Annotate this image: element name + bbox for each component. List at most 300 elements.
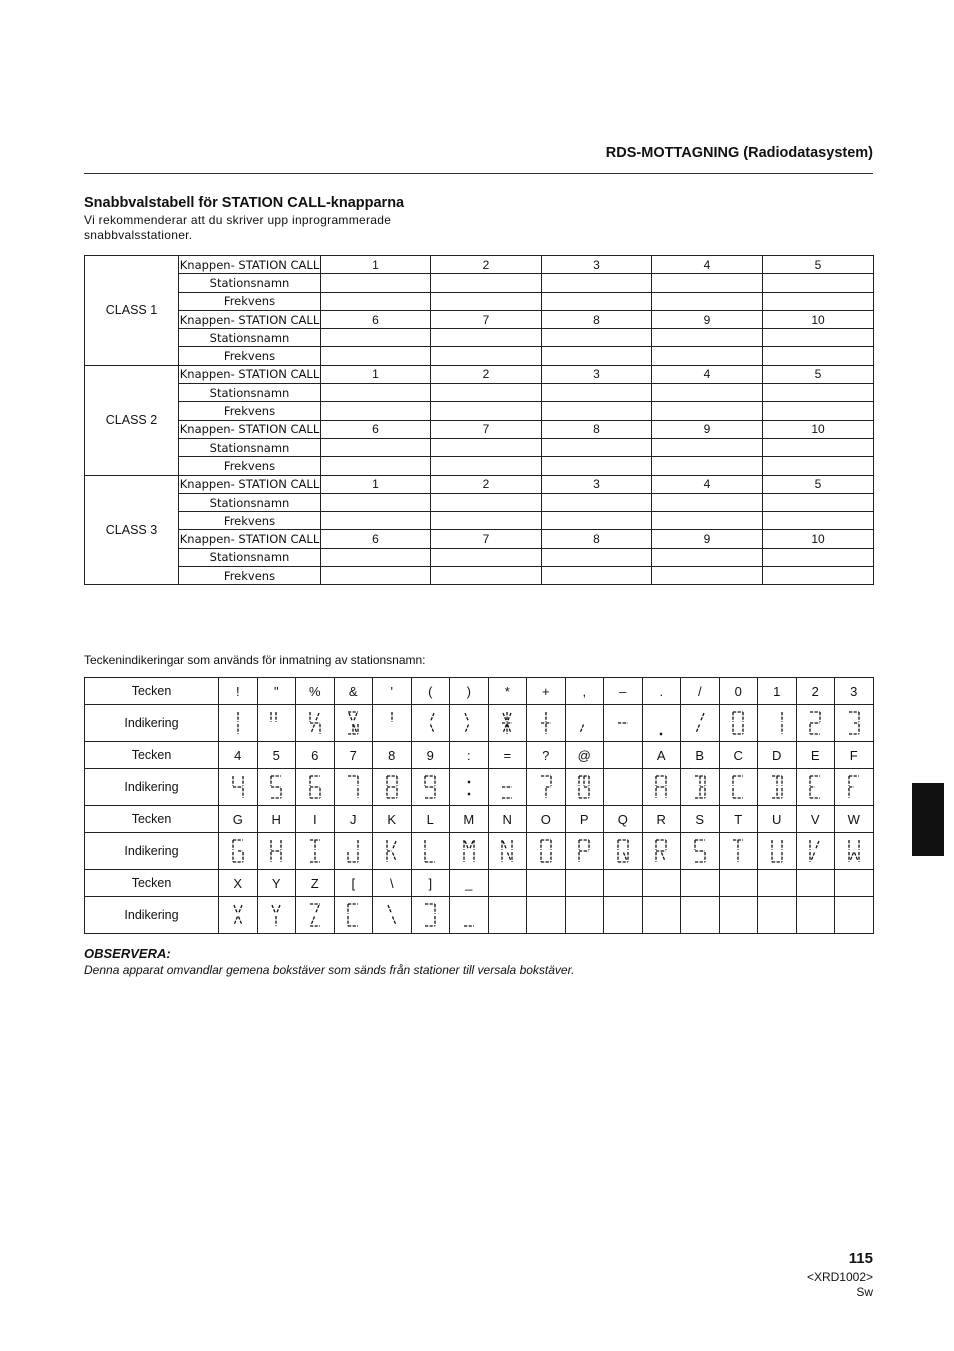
char-cell: Z bbox=[296, 870, 335, 897]
station-name-cell bbox=[763, 548, 874, 566]
char-cell: 1 bbox=[758, 678, 797, 705]
char-cell: [ bbox=[334, 870, 373, 897]
frequency-cell bbox=[321, 457, 431, 475]
frequency-cell bbox=[431, 292, 542, 310]
display-row-header: Indikering bbox=[85, 705, 219, 742]
char-cell: @ bbox=[565, 742, 604, 769]
display-cell bbox=[719, 833, 758, 870]
segment-glyph bbox=[844, 773, 864, 801]
frequency-cell bbox=[763, 292, 874, 310]
display-cell bbox=[411, 705, 450, 742]
display-cell bbox=[373, 833, 412, 870]
char-cell: – bbox=[604, 678, 643, 705]
segment-glyph bbox=[382, 709, 402, 737]
display-cell bbox=[219, 705, 258, 742]
display-cell bbox=[681, 833, 720, 870]
button-number: 4 bbox=[652, 256, 763, 274]
button-number: 5 bbox=[763, 256, 874, 274]
station-name-cell bbox=[763, 384, 874, 402]
display-cell bbox=[296, 769, 335, 806]
display-row bbox=[85, 833, 874, 870]
char-row bbox=[85, 742, 874, 769]
preset-row bbox=[85, 438, 874, 456]
char-cell: ' bbox=[373, 678, 412, 705]
station-name-cell bbox=[763, 274, 874, 292]
frequency-cell bbox=[542, 512, 652, 530]
segment-glyph bbox=[805, 773, 825, 801]
char-cell: E bbox=[796, 742, 835, 769]
segment-glyph bbox=[805, 837, 825, 865]
display-row-header: Indikering bbox=[85, 897, 219, 934]
document-code: <XRD1002> bbox=[806, 1270, 873, 1284]
button-number: 10 bbox=[763, 420, 874, 438]
char-cell: D bbox=[758, 742, 797, 769]
display-cell bbox=[604, 833, 643, 870]
station-name-cell bbox=[652, 274, 763, 292]
char-cell: : bbox=[450, 742, 489, 769]
char-cell: T bbox=[719, 806, 758, 833]
segment-glyph bbox=[382, 773, 402, 801]
char-cell: 9 bbox=[411, 742, 450, 769]
language-code: Sw bbox=[856, 1285, 873, 1299]
segment-glyph bbox=[305, 901, 325, 929]
station-name-cell bbox=[321, 329, 431, 347]
preset-row bbox=[85, 548, 874, 566]
frequency-cell bbox=[542, 567, 652, 585]
char-cell: & bbox=[334, 678, 373, 705]
station-name-cell bbox=[321, 493, 431, 511]
display-cell bbox=[450, 897, 489, 934]
preset-row bbox=[85, 402, 874, 420]
segment-glyph bbox=[844, 709, 864, 737]
frequency-cell bbox=[431, 402, 542, 420]
button-number: 8 bbox=[542, 530, 652, 548]
segment-glyph bbox=[497, 837, 517, 865]
display-cell bbox=[681, 897, 720, 934]
row-label-freq: Frekvens bbox=[179, 402, 321, 420]
display-cell bbox=[334, 833, 373, 870]
station-name-cell bbox=[542, 384, 652, 402]
button-number: 9 bbox=[652, 310, 763, 328]
display-row bbox=[85, 897, 874, 934]
button-number: 2 bbox=[431, 365, 542, 383]
display-cell bbox=[835, 833, 874, 870]
segment-glyph bbox=[728, 709, 748, 737]
char-cell: W bbox=[835, 806, 874, 833]
char-cell: ) bbox=[450, 678, 489, 705]
button-number: 4 bbox=[652, 475, 763, 493]
char-row bbox=[85, 678, 874, 705]
segment-glyph bbox=[459, 773, 479, 801]
display-cell bbox=[835, 769, 874, 806]
segment-glyph bbox=[690, 773, 710, 801]
segment-glyph bbox=[266, 901, 286, 929]
segment-glyph bbox=[728, 773, 748, 801]
display-row bbox=[85, 705, 874, 742]
display-cell bbox=[450, 705, 489, 742]
segment-glyph bbox=[420, 901, 440, 929]
row-label-button: Knappen- STATION CALL bbox=[179, 310, 321, 328]
button-number: 6 bbox=[321, 530, 431, 548]
frequency-cell bbox=[431, 512, 542, 530]
char-cell: L bbox=[411, 806, 450, 833]
row-label-button: Knappen- STATION CALL bbox=[179, 530, 321, 548]
char-cell bbox=[719, 870, 758, 897]
segment-glyph bbox=[844, 837, 864, 865]
char-cell: Q bbox=[604, 806, 643, 833]
char-cell bbox=[835, 870, 874, 897]
display-cell bbox=[527, 705, 566, 742]
preset-row bbox=[85, 292, 874, 310]
station-name-cell bbox=[652, 384, 763, 402]
char-row-header: Tecken bbox=[85, 870, 219, 897]
button-number: 7 bbox=[431, 310, 542, 328]
char-cell bbox=[565, 870, 604, 897]
segment-glyph bbox=[459, 901, 479, 929]
segment-glyph bbox=[266, 837, 286, 865]
row-label-station: Stationsnamn bbox=[179, 438, 321, 456]
station-name-cell bbox=[652, 548, 763, 566]
display-cell bbox=[642, 705, 681, 742]
segment-glyph bbox=[574, 837, 594, 865]
station-name-cell bbox=[652, 493, 763, 511]
segment-glyph bbox=[266, 709, 286, 737]
button-number: 4 bbox=[652, 365, 763, 383]
row-label-station: Stationsnamn bbox=[179, 493, 321, 511]
frequency-cell bbox=[763, 347, 874, 365]
char-cell: ( bbox=[411, 678, 450, 705]
segment-glyph bbox=[228, 837, 248, 865]
char-cell: ? bbox=[527, 742, 566, 769]
char-cell: 2 bbox=[796, 678, 835, 705]
row-label-freq: Frekvens bbox=[179, 567, 321, 585]
char-cell bbox=[488, 870, 527, 897]
section-tab-marker bbox=[912, 783, 944, 856]
display-cell bbox=[835, 897, 874, 934]
preset-row bbox=[85, 420, 874, 438]
segment-glyph bbox=[805, 709, 825, 737]
button-number: 5 bbox=[763, 475, 874, 493]
segment-glyph bbox=[343, 837, 363, 865]
char-cell: ] bbox=[411, 870, 450, 897]
segment-glyph bbox=[574, 709, 594, 737]
button-number: 1 bbox=[321, 256, 431, 274]
char-cell: O bbox=[527, 806, 566, 833]
preset-row bbox=[85, 365, 874, 383]
preset-row bbox=[85, 310, 874, 328]
preset-row bbox=[85, 567, 874, 585]
display-cell bbox=[257, 833, 296, 870]
frequency-cell bbox=[652, 457, 763, 475]
section-intro: Vi rekommenderar att du skriver upp inprogrammerade snabbvalsstationer. bbox=[84, 213, 392, 242]
char-cell: 8 bbox=[373, 742, 412, 769]
preset-row bbox=[85, 457, 874, 475]
row-label-button: Knappen- STATION CALL bbox=[179, 475, 321, 493]
display-cell bbox=[527, 769, 566, 806]
station-name-cell bbox=[431, 548, 542, 566]
frequency-cell bbox=[652, 402, 763, 420]
char-cell: " bbox=[257, 678, 296, 705]
display-cell bbox=[334, 705, 373, 742]
preset-row bbox=[85, 347, 874, 365]
station-name-cell bbox=[321, 384, 431, 402]
display-cell bbox=[450, 833, 489, 870]
display-cell bbox=[681, 705, 720, 742]
display-cell bbox=[334, 769, 373, 806]
row-label-freq: Frekvens bbox=[179, 512, 321, 530]
frequency-cell bbox=[542, 292, 652, 310]
char-cell: M bbox=[450, 806, 489, 833]
segment-glyph bbox=[690, 709, 710, 737]
frequency-cell bbox=[321, 567, 431, 585]
segment-glyph bbox=[305, 773, 325, 801]
preset-row bbox=[85, 493, 874, 511]
char-row-header: Tecken bbox=[85, 806, 219, 833]
display-row bbox=[85, 769, 874, 806]
frequency-cell bbox=[763, 402, 874, 420]
display-cell bbox=[334, 897, 373, 934]
section-title: Snabbvalstabell för STATION CALL-knapparna bbox=[84, 195, 405, 211]
char-cell: 3 bbox=[835, 678, 874, 705]
display-cell bbox=[604, 705, 643, 742]
segment-glyph bbox=[613, 837, 633, 865]
frequency-cell bbox=[321, 402, 431, 420]
char-cell: A bbox=[642, 742, 681, 769]
segment-glyph bbox=[536, 837, 556, 865]
display-cell bbox=[642, 897, 681, 934]
display-cell bbox=[565, 897, 604, 934]
char-cell: ! bbox=[219, 678, 258, 705]
display-cell bbox=[296, 705, 335, 742]
char-cell: K bbox=[373, 806, 412, 833]
char-row bbox=[85, 870, 874, 897]
button-number: 1 bbox=[321, 365, 431, 383]
display-row-header: Indikering bbox=[85, 769, 219, 806]
display-cell bbox=[257, 705, 296, 742]
station-name-cell bbox=[431, 274, 542, 292]
segment-glyph bbox=[343, 901, 363, 929]
station-name-cell bbox=[542, 329, 652, 347]
char-cell: * bbox=[488, 678, 527, 705]
segment-glyph bbox=[497, 773, 517, 801]
display-cell bbox=[758, 833, 797, 870]
display-cell bbox=[681, 769, 720, 806]
display-cell bbox=[450, 769, 489, 806]
display-cell bbox=[642, 769, 681, 806]
segment-glyph bbox=[420, 709, 440, 737]
station-name-cell bbox=[542, 493, 652, 511]
char-cell: _ bbox=[450, 870, 489, 897]
segment-glyph bbox=[228, 901, 248, 929]
char-cell: / bbox=[681, 678, 720, 705]
display-cell bbox=[373, 769, 412, 806]
station-name-cell bbox=[763, 438, 874, 456]
page-number: 115 bbox=[848, 1250, 873, 1267]
segment-glyph bbox=[459, 709, 479, 737]
button-number: 3 bbox=[542, 256, 652, 274]
char-cell: 7 bbox=[334, 742, 373, 769]
display-cell bbox=[758, 705, 797, 742]
station-name-cell bbox=[542, 274, 652, 292]
segment-glyph bbox=[651, 709, 671, 737]
frequency-cell bbox=[652, 512, 763, 530]
preset-row bbox=[85, 274, 874, 292]
row-label-station: Stationsnamn bbox=[179, 329, 321, 347]
frequency-cell bbox=[321, 512, 431, 530]
char-cell bbox=[796, 870, 835, 897]
char-cell: N bbox=[488, 806, 527, 833]
segment-glyph bbox=[343, 773, 363, 801]
display-cell bbox=[719, 897, 758, 934]
char-cell: \ bbox=[373, 870, 412, 897]
char-cell: V bbox=[796, 806, 835, 833]
button-number: 3 bbox=[542, 475, 652, 493]
char-cell: B bbox=[681, 742, 720, 769]
station-name-cell bbox=[763, 329, 874, 347]
display-cell bbox=[604, 897, 643, 934]
char-display-table bbox=[84, 677, 874, 934]
button-number: 3 bbox=[542, 365, 652, 383]
display-cell bbox=[796, 705, 835, 742]
button-number: 9 bbox=[652, 420, 763, 438]
char-cell bbox=[642, 870, 681, 897]
header-rule bbox=[84, 173, 873, 174]
display-cell bbox=[488, 833, 527, 870]
frequency-cell bbox=[763, 567, 874, 585]
button-number: 2 bbox=[431, 475, 542, 493]
char-row-header: Tecken bbox=[85, 742, 219, 769]
button-number: 8 bbox=[542, 420, 652, 438]
frequency-cell bbox=[542, 457, 652, 475]
display-cell bbox=[373, 897, 412, 934]
segment-glyph bbox=[536, 709, 556, 737]
frequency-cell bbox=[431, 567, 542, 585]
display-cell bbox=[758, 897, 797, 934]
char-cell: H bbox=[257, 806, 296, 833]
row-label-freq: Frekvens bbox=[179, 457, 321, 475]
frequency-cell bbox=[542, 402, 652, 420]
station-name-cell bbox=[652, 438, 763, 456]
station-name-cell bbox=[431, 493, 542, 511]
char-cell: % bbox=[296, 678, 335, 705]
class-label: CLASS 3 bbox=[85, 475, 179, 585]
button-number: 6 bbox=[321, 420, 431, 438]
display-cell bbox=[257, 769, 296, 806]
display-cell bbox=[257, 897, 296, 934]
char-cell: I bbox=[296, 806, 335, 833]
row-label-freq: Frekvens bbox=[179, 292, 321, 310]
display-cell bbox=[565, 705, 604, 742]
char-cell bbox=[527, 870, 566, 897]
display-cell bbox=[219, 897, 258, 934]
segment-glyph bbox=[767, 837, 787, 865]
frequency-cell bbox=[652, 347, 763, 365]
button-number: 7 bbox=[431, 420, 542, 438]
row-label-button: Knappen- STATION CALL bbox=[179, 365, 321, 383]
char-cell: G bbox=[219, 806, 258, 833]
char-cell: C bbox=[719, 742, 758, 769]
row-label-button: Knappen- STATION CALL bbox=[179, 420, 321, 438]
display-cell bbox=[488, 769, 527, 806]
station-name-cell bbox=[431, 384, 542, 402]
class-label: CLASS 1 bbox=[85, 256, 179, 366]
segment-glyph bbox=[305, 837, 325, 865]
row-label-freq: Frekvens bbox=[179, 347, 321, 365]
frequency-cell bbox=[321, 347, 431, 365]
segment-glyph bbox=[228, 773, 248, 801]
segment-glyph bbox=[305, 709, 325, 737]
row-label-station: Stationsnamn bbox=[179, 274, 321, 292]
preset-table bbox=[84, 255, 874, 585]
station-name-cell bbox=[542, 548, 652, 566]
segment-glyph bbox=[651, 773, 671, 801]
display-cell bbox=[411, 769, 450, 806]
char-cell: U bbox=[758, 806, 797, 833]
char-cell: . bbox=[642, 678, 681, 705]
page-header: RDS-MOTTAGNING (Radiodatasystem) bbox=[605, 145, 873, 161]
note-text: Denna apparat omvandlar gemena bokstäver som sänds från stationer till versala bokstäver. bbox=[84, 963, 575, 977]
char-cell: + bbox=[527, 678, 566, 705]
button-number: 10 bbox=[763, 310, 874, 328]
display-cell bbox=[796, 833, 835, 870]
button-number: 8 bbox=[542, 310, 652, 328]
char-cell: S bbox=[681, 806, 720, 833]
button-number: 6 bbox=[321, 310, 431, 328]
display-cell bbox=[488, 705, 527, 742]
segment-glyph bbox=[728, 837, 748, 865]
display-cell bbox=[488, 897, 527, 934]
button-number: 9 bbox=[652, 530, 763, 548]
station-name-cell bbox=[431, 438, 542, 456]
button-number: 5 bbox=[763, 365, 874, 383]
preset-row bbox=[85, 475, 874, 493]
char-cell: R bbox=[642, 806, 681, 833]
preset-row bbox=[85, 512, 874, 530]
station-name-cell bbox=[652, 329, 763, 347]
display-cell bbox=[796, 897, 835, 934]
char-cell: 5 bbox=[257, 742, 296, 769]
display-cell bbox=[219, 769, 258, 806]
segment-glyph bbox=[382, 837, 402, 865]
display-cell bbox=[719, 705, 758, 742]
segment-glyph bbox=[497, 709, 517, 737]
segment-glyph bbox=[228, 709, 248, 737]
display-cell bbox=[604, 769, 643, 806]
button-number: 2 bbox=[431, 256, 542, 274]
frequency-cell bbox=[542, 347, 652, 365]
button-number: 1 bbox=[321, 475, 431, 493]
row-label-station: Stationsnamn bbox=[179, 548, 321, 566]
display-cell bbox=[219, 833, 258, 870]
char-cell bbox=[758, 870, 797, 897]
display-cell bbox=[296, 833, 335, 870]
segment-glyph bbox=[574, 773, 594, 801]
frequency-cell bbox=[431, 347, 542, 365]
frequency-cell bbox=[652, 292, 763, 310]
segment-glyph bbox=[266, 773, 286, 801]
char-cell: 0 bbox=[719, 678, 758, 705]
segment-glyph bbox=[767, 709, 787, 737]
char-cell: X bbox=[219, 870, 258, 897]
note-title: OBSERVERA: bbox=[84, 946, 171, 961]
segment-glyph bbox=[767, 773, 787, 801]
segment-glyph bbox=[420, 773, 440, 801]
segment-glyph bbox=[382, 901, 402, 929]
char-table-intro: Teckenindikeringar som används för inmatning av stationsnamn: bbox=[84, 653, 426, 667]
display-cell bbox=[565, 769, 604, 806]
char-cell: J bbox=[334, 806, 373, 833]
station-name-cell bbox=[431, 329, 542, 347]
